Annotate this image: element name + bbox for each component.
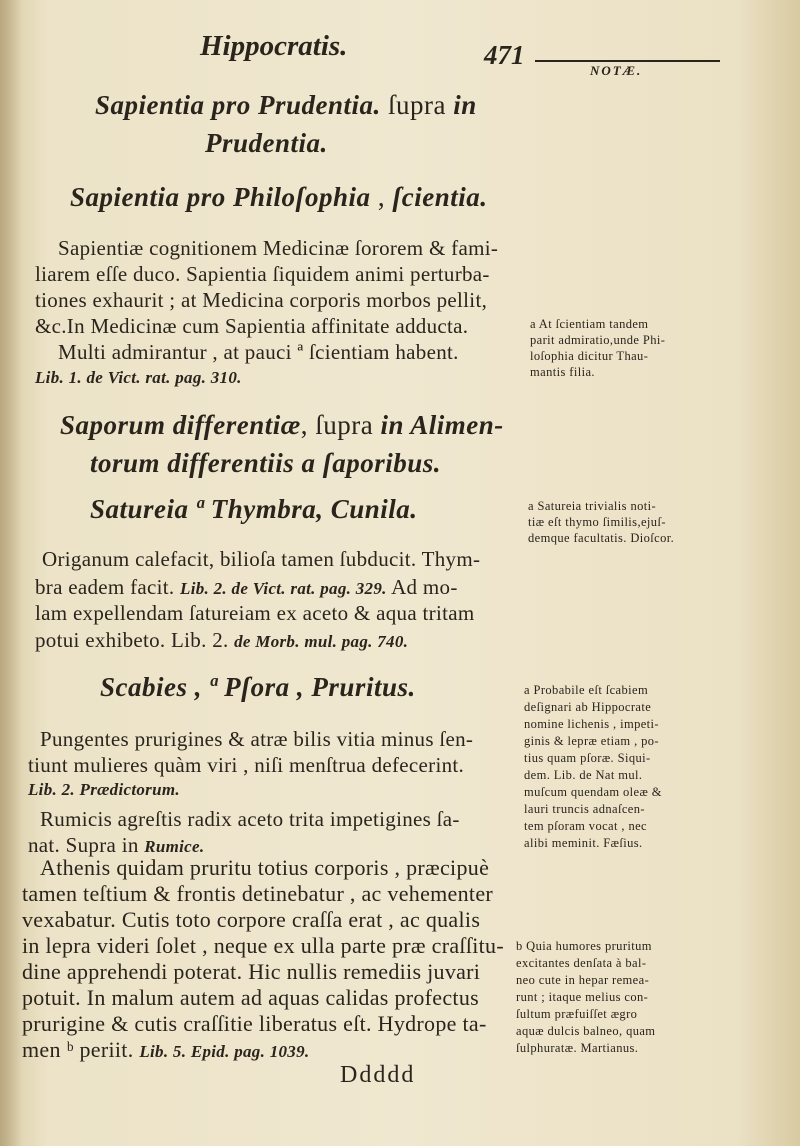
note-line: demque facultatis. Dioſcor. [528,531,675,545]
title-head: Satureia ª Thymbra, Cunila. [90,494,418,524]
note-line: ginis & lepræ etiam , po- [524,734,659,748]
header-rule [535,60,720,62]
text-line [35,628,408,653]
note-line: tem pſoram vocat , nec [524,819,647,833]
reference: Rumice. [144,837,205,856]
note-line: runt ; itaque melius con- [516,990,649,1004]
text-run: nat. Supra in [28,833,145,857]
text-line: dine apprehendi poterat. Hic nullis remediis juvari [22,959,481,984]
text-line: Rumicis agreſtis radix aceto trita impetigines ſa- [40,807,460,831]
note-line: loſophia dicitur Thau- [530,349,649,363]
title-tail: ſcientia. [392,182,488,212]
title-upright: ſupra [380,90,454,120]
text-line: Pungentes prurigines & atræ bilis vitia minus ſen- [40,727,474,751]
note-line: tiæ eſt thymo ſimilis,ejuſ- [528,515,666,529]
note-line: excitantes denſata à bal- [516,956,647,970]
note-line: tius quam pſoræ. Siqui- [524,751,651,765]
entry-title [90,448,441,479]
text-run: Ad mo- [386,575,458,599]
reference: Lib. 2. Prædictorum. [28,780,180,799]
title-head: Saporum differentiæ [60,410,301,440]
text-line [35,575,458,600]
note-line: a At ſcientiam tandem [530,317,649,331]
text-line: liarem eſſe duco. Sapientia ſiquidem animi perturba- [35,262,490,286]
text-line: Sapientiæ cognitionem Medicinæ ſororem & fami- [58,236,499,260]
text-line: tamen teſtium & frontis detinebatur , ac vehementer [22,881,494,906]
reference: de Morb. mul. pag. 740. [234,632,409,651]
note-line: muſcum quendam oleæ & [524,785,662,799]
title-head: Sapientia pro Prudentia. [95,90,381,120]
title-head: torum differentiis a ſaporibus. [90,448,442,478]
page-number: 471 [484,40,525,70]
note-line: a Probabile eſt ſcabiem [524,683,649,697]
title-head: Scabies , ª Pſora , Pruritus. [100,672,416,702]
title-tail: in Alimen- [380,410,504,440]
note-line: parit admiratio,unde Phi- [530,333,666,347]
notes-label: NOTÆ. [590,63,643,78]
text-run: men ᵇ periit. [22,1037,140,1062]
title-upright: , [370,182,393,212]
note-line: neo cute in hepar remea- [516,973,650,987]
text-line: &c.In Medicinæ cum Sapientia affinitate adducta. [35,314,469,338]
title-upright: , ſupra [300,410,381,440]
note-line: deſignari ab Hippocrate [524,700,652,714]
text-line: vexabatur. Cutis toto corpore craſſa erat , ac qualis [22,907,481,932]
text-run: potui exhibeto. Lib. 2. [35,628,235,652]
note-line: b Quia humores pruritum [516,939,652,953]
text-line: Origanum calefacit, bilioſa tamen ſubducit. Thym- [42,547,481,571]
title-head: Sapientia pro Philoſophia [70,182,371,212]
text-line: prurigine & cutis craſſitie liberatus eſt. Hydrope ta- [22,1011,487,1036]
text-run: bra eadem facit. [35,575,181,599]
entry-title [95,90,477,121]
note-line: lauri truncis adnaſcen- [524,802,645,816]
text-line: potuit. In malum autem ad aquas calidas profectus [22,985,480,1010]
text-line: in lepra videri ſolet , neque ex ulla parte præ craſſitu- [22,933,504,958]
entry-title [90,494,418,525]
note-line: a Satureia trivialis noti- [528,499,657,513]
text-line: lam expellendam ſatureiam ex aceto & aqua tritam [35,601,475,625]
title-tail: in [453,90,477,120]
text-line: Athenis quidam pruritu totius corporis , præcipuè [40,855,490,880]
text-line [22,1037,309,1063]
note-line: nomine lichenis , impeti- [524,717,659,731]
entry-title [60,410,504,441]
text-line: tiones exhaurit ; at Medicina corporis morbos pellit, [35,288,488,312]
signature-mark: Ddddd [340,1062,416,1088]
text-line: Multi admirantur , at pauci ª ſcientiam habent. [58,340,459,364]
reference: Lib. 5. Epid. pag. 1039. [139,1042,310,1061]
note-line: ſulphuratæ. Martianus. [516,1041,639,1055]
note-line: mantis filia. [530,365,595,379]
reference: Lib. 1. de Vict. rat. pag. 310. [35,368,242,387]
entry-title [70,182,488,213]
page-edge-shadow [0,0,22,1146]
note-line: alibi meminit. Fæſius. [524,836,643,850]
note-line: ſultum præfuiſſet ægro [516,1007,638,1021]
entry-title [100,672,416,703]
title-head: Prudentia. [205,128,328,158]
note-line: dem. Lib. de Nat mul. [524,768,643,782]
text-line: tiunt mulieres quàm viri , niſi menſtrua defecerint. [28,753,465,777]
entry-title [205,128,328,159]
note-line: aquæ dulcis balneo, quam [516,1024,656,1038]
reference: Lib. 2. de Vict. rat. pag. 329. [180,579,387,598]
running-title: Hippocratis. [200,30,348,62]
